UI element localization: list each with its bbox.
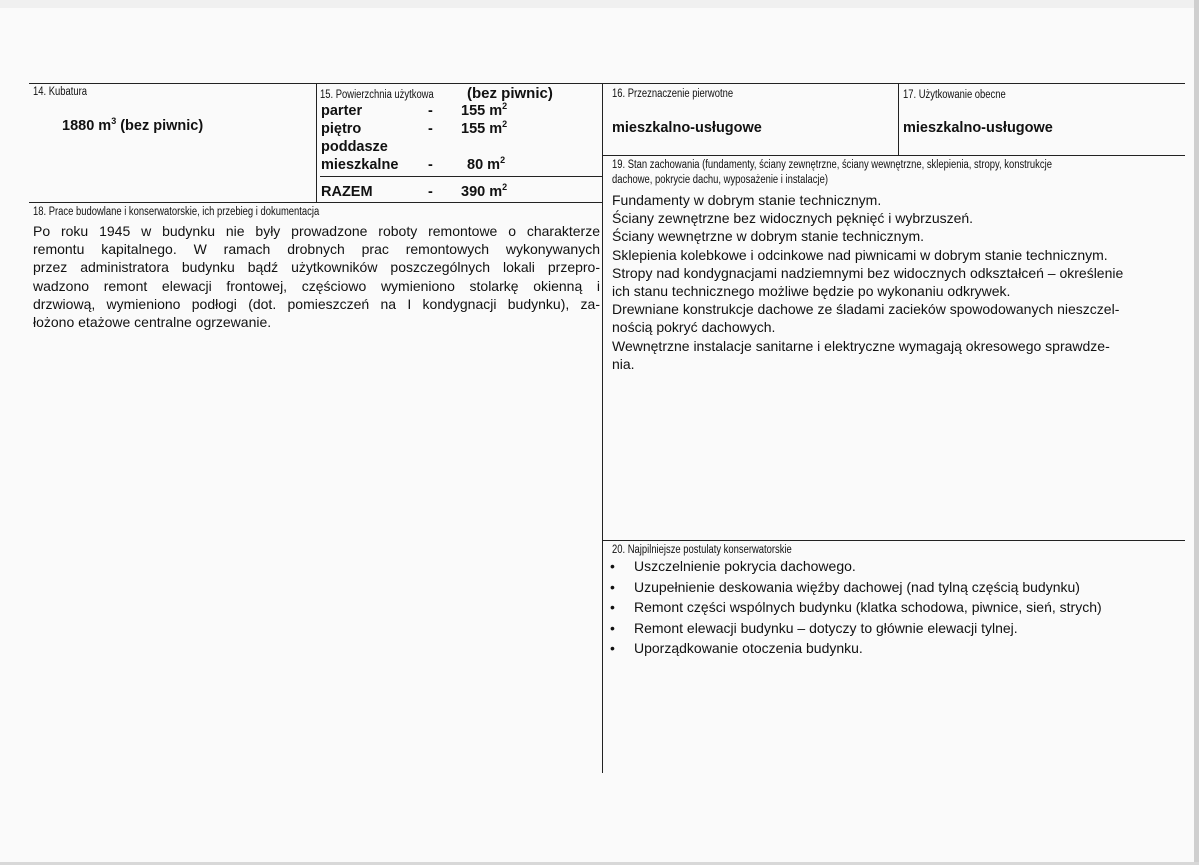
prace-line: wadzono remont elewacji frontowej, częściowo wymieniono stolarkę okienną i	[33, 277, 600, 294]
parter-dash: -	[428, 103, 433, 119]
mieszkalne-dash: -	[428, 157, 433, 173]
prace-text	[33, 222, 600, 331]
uzytkowanie-label: 17. Użytkowanie obecne	[903, 89, 1006, 101]
prace-line: Po roku 1945 w budynku nie były prowadzone roboty remontowe o charakterze	[33, 223, 600, 239]
sum-underline	[320, 176, 603, 177]
postulaty-list	[608, 556, 1102, 659]
scan-edge-top	[0, 0, 1199, 8]
prace-line: łożono etażowe centralne ogrzewanie.	[33, 313, 272, 330]
stan-line: Wewnętrzne instalacje sanitarne i elektryczne wymagają okresowego sprawdze-	[612, 337, 1110, 354]
poddasze-name: poddasze	[321, 139, 388, 155]
kubatura-value: 1880 $m^3$ (bez piwnic)	[62, 116, 204, 134]
stan-line: Ściany wewnętrzne w dobrym stanie technicznym.	[612, 228, 925, 245]
list-item: • Uszczelnienie pokrycia dachowego.	[608, 556, 1102, 577]
list-item: • Uzupełnienie deskowania więźby dachowej (nad tylną częścią budynku)	[608, 577, 1102, 598]
prace-label: 18. Prace budowlane i konserwatorskie, ich przebieg i dokumentacja	[33, 206, 320, 218]
top-border	[29, 83, 1185, 84]
prace-line: remontu kapitalnego. W ramach drobnych prac remontowych wykonywanych	[33, 241, 600, 258]
stan-line: Drewniane konstrukcje dachowe ze śladami zacieków spowodowanych nieszczel-	[612, 301, 1120, 318]
stan-line: Sklepienia kolebkowe i odcinkowe nad piwnicami w dobrym stanie technicznym.	[612, 246, 1108, 263]
stan-label-2: dachowe, pokrycie dachu, wyposażenie i instalacje)	[612, 174, 828, 186]
stan-text	[612, 191, 1123, 373]
border-above-18	[29, 202, 603, 203]
list-item: • Uporządkowanie otoczenia budynku.	[608, 638, 1102, 659]
prace-line: drzwiową, wymieniono podłogi (dot. pomieszczeń na I kondygnacji budynku), za-	[33, 295, 600, 312]
stan-line: nością pokryć dachowych.	[612, 319, 776, 336]
prace-line: przez administratora budynku bądź użytkowników poszczególnych lokali przepro-	[33, 259, 600, 276]
mieszkalne-value: 80 $m^2$	[467, 155, 506, 173]
pietro-name: piętro	[321, 121, 362, 137]
list-item: • Remont części wspólnych budynku (klatka schodowa, piwnice, sień, strych)	[608, 597, 1102, 618]
border-above-20	[602, 540, 1185, 541]
przeznaczenie-label: 16. Przeznaczenie pierwotne	[612, 88, 734, 100]
razem-name: RAZEM	[321, 184, 373, 200]
kubatura-label: 14. Kubatura	[33, 86, 88, 98]
postulaty-label: 20. Najpilniejsze postulaty konserwatorskie	[612, 544, 792, 556]
pietro-dash: -	[428, 121, 433, 137]
stan-line: Ściany zewnętrzne bez widocznych pęknięć i wybrzuszeń.	[612, 210, 974, 227]
border-above-19	[602, 155, 1185, 156]
razem-dash: -	[428, 184, 433, 200]
powierzchnia-label-bold: (bez piwnic)	[467, 85, 553, 102]
stan-label-1: 19. Stan zachowania (fundamenty, ściany zewnętrzne, ściany wewnętrzne, sklepienia, stropy, konstrukcje	[612, 159, 1052, 171]
stan-line: ich stanu technicznego możliwe będzie po wykonaniu odkrywek.	[612, 283, 1011, 300]
divider-left-right	[602, 83, 603, 773]
powierzchnia-label: 15. Powierzchnia użytkowa	[320, 89, 434, 101]
list-item: • Remont elewacji budynku – dotyczy to głównie elewacji tylnej.	[608, 618, 1102, 639]
stan-line: nia.	[612, 355, 635, 372]
razem-value: 390 $m^2$	[461, 182, 508, 200]
przeznaczenie-value: mieszkalno-usługowe	[612, 120, 762, 136]
scan-edge-right	[1194, 0, 1199, 865]
divider-14-15	[316, 83, 317, 202]
pietro-value: 155 $m^2$	[461, 119, 508, 137]
stan-line: Fundamenty w dobrym stanie technicznym.	[612, 192, 882, 208]
parter-name: parter	[321, 103, 363, 119]
mieszkalne-name: mieszkalne	[321, 157, 399, 173]
stan-line: Stropy nad kondygnacjami nadziemnymi bez widocznych odkształceń – określenie	[612, 264, 1124, 281]
divider-16-17	[898, 83, 899, 155]
parter-value: 155 $m^2$	[461, 101, 508, 119]
uzytkowanie-value: mieszkalno-usługowe	[903, 120, 1053, 136]
